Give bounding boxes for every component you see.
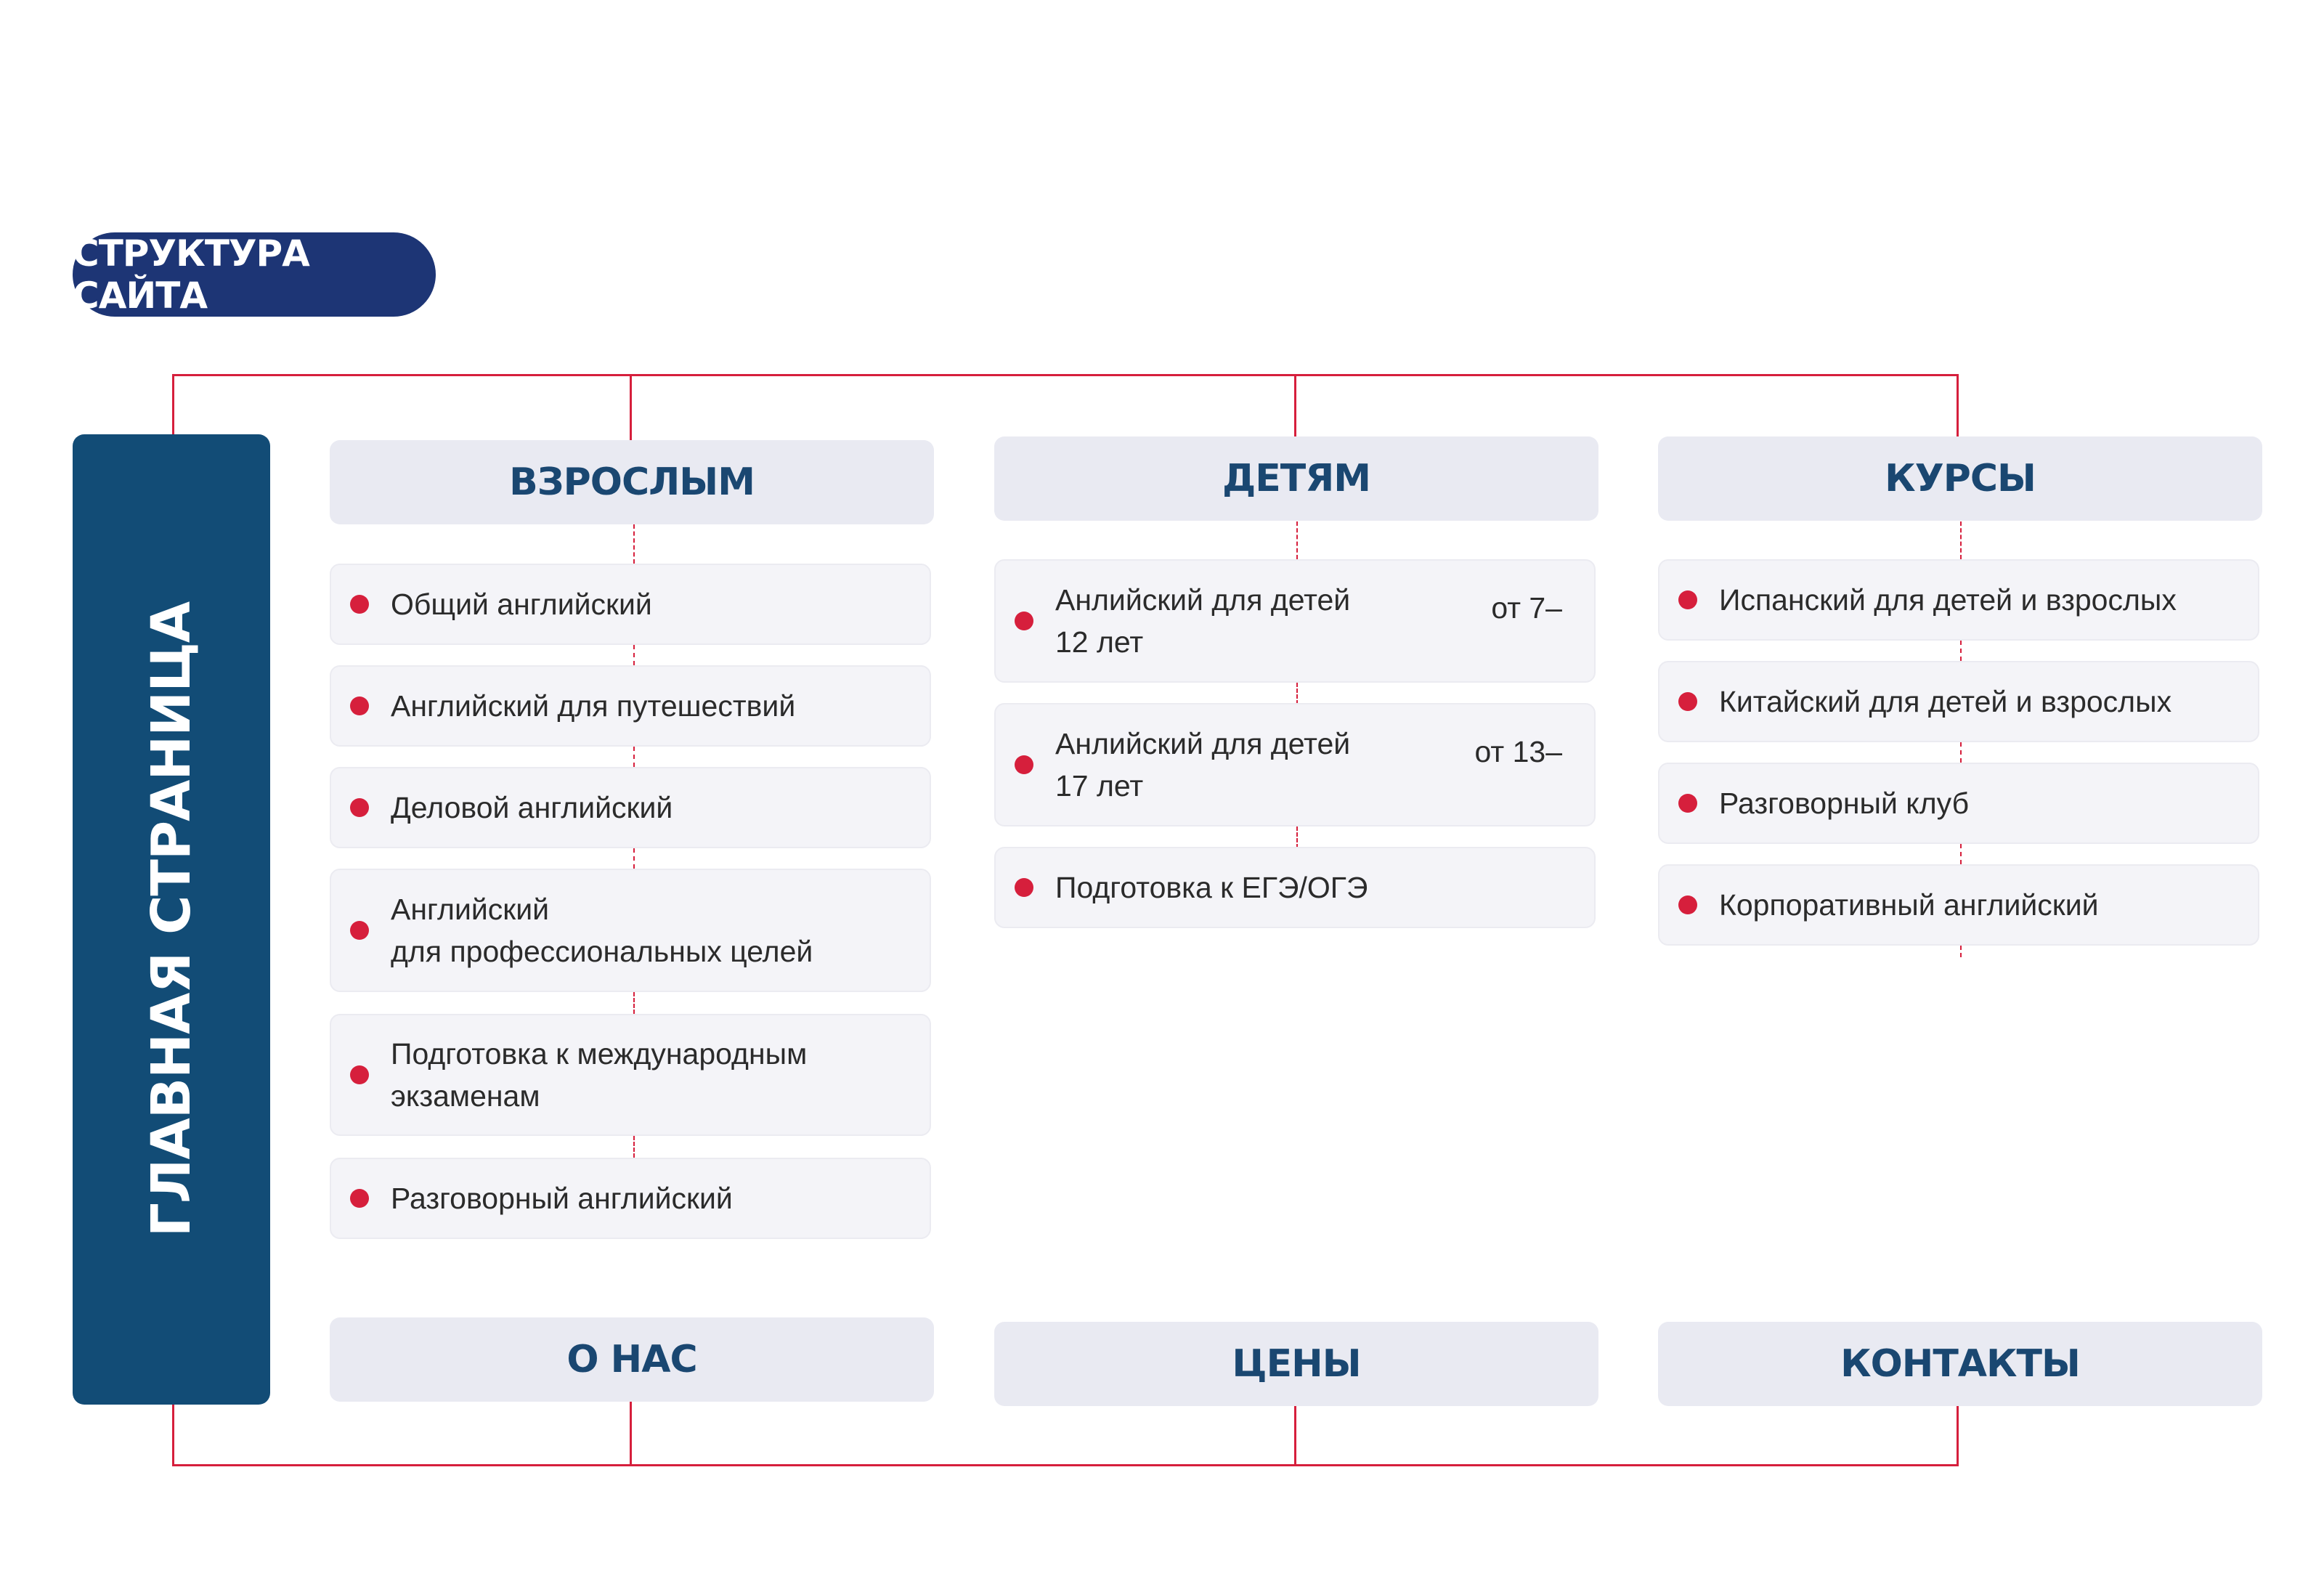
- section-header-adults: [330, 440, 934, 524]
- dashed-connector: [633, 992, 635, 1014]
- courses-item: [1658, 864, 2259, 946]
- adults-item: [330, 665, 931, 747]
- adults-item: [330, 1158, 931, 1239]
- site-structure-title-text: СТРУКТУРА САЙТА: [73, 232, 309, 317]
- kids-item-label: Анлийский для детей 12 лет: [1055, 583, 1351, 659]
- adults-item: [330, 1014, 931, 1136]
- adults-item-label: Деловой английский: [391, 791, 673, 824]
- kids-item: [994, 559, 1596, 683]
- kids-item: [994, 847, 1596, 928]
- bullet-icon: [350, 696, 369, 715]
- adults-item: [330, 869, 931, 992]
- bullet-icon: [350, 1065, 369, 1084]
- section-header-prices-label: ЦЕНЫ: [1232, 1342, 1361, 1386]
- courses-item: [1658, 763, 2259, 844]
- bottom-connector-about-rise: [630, 1400, 632, 1466]
- bottom-connector-prices-rise: [1294, 1405, 1296, 1466]
- courses-item: [1658, 559, 2259, 641]
- dashed-connector: [633, 645, 635, 665]
- dashed-connector: [1960, 742, 1962, 763]
- section-header-courses: [1658, 436, 2262, 521]
- section-header-about: [330, 1317, 934, 1402]
- section-header-courses-label: КУРСЫ: [1885, 457, 2036, 500]
- dashed-connector: [1296, 683, 1298, 704]
- courses-item-label: Корпоративный английский: [1719, 888, 2099, 922]
- section-header-contacts: [1658, 1322, 2262, 1406]
- courses-item: [1658, 661, 2259, 742]
- top-connector-courses-drop: [1957, 374, 1959, 438]
- dashed-connector: [1960, 641, 1962, 661]
- section-header-kids-label: ДЕТЯМ: [1222, 457, 1371, 500]
- bullet-icon: [350, 1189, 369, 1208]
- bullet-icon: [350, 798, 369, 817]
- adults-item-label: Английский для профессиональных целей: [391, 893, 813, 968]
- adults-item-label: Разговорный английский: [391, 1182, 733, 1215]
- main-page-label: ГЛАВНАЯ СТРАНИЦА: [140, 601, 203, 1238]
- bullet-icon: [1678, 794, 1697, 813]
- kids-item-age: от 7–: [1491, 591, 1562, 625]
- top-connector-kids-drop: [1294, 374, 1296, 438]
- adults-item: [330, 564, 931, 645]
- dashed-connector: [633, 1136, 635, 1158]
- adults-item-label: Английский для путешествий: [391, 689, 796, 723]
- top-connector-adults-drop: [630, 374, 632, 442]
- section-header-contacts-label: КОНТАКТЫ: [1840, 1342, 2080, 1386]
- kids-item-label: Анлийский для детей 17 лет: [1055, 727, 1351, 803]
- dashed-connector: [1960, 844, 1962, 864]
- top-connector: [172, 374, 1959, 376]
- kids-item-label: Подготовка к ЕГЭ/ОГЭ: [1055, 871, 1368, 904]
- section-header-adults-label: ВЗРОСЛЫМ: [509, 460, 755, 504]
- dashed-connector: [633, 848, 635, 869]
- bullet-icon: [1015, 612, 1033, 630]
- bottom-connector: [172, 1464, 1959, 1466]
- adults-item: [330, 767, 931, 848]
- courses-item-label: Китайский для детей и взрослых: [1719, 685, 2172, 718]
- dashed-connector: [1296, 521, 1298, 559]
- section-header-kids: [994, 436, 1598, 521]
- courses-item-label: Разговорный клуб: [1719, 787, 1970, 820]
- bullet-icon: [350, 595, 369, 614]
- adults-item-label: Общий английский: [391, 588, 652, 621]
- dashed-connector: [1960, 946, 1962, 957]
- adults-item-label: Подготовка к международным экзаменам: [391, 1037, 808, 1113]
- dashed-connector: [633, 524, 635, 564]
- top-connector-left-drop: [172, 374, 174, 434]
- bullet-icon: [1678, 895, 1697, 914]
- bullet-icon: [1015, 878, 1033, 897]
- section-header-prices: [994, 1322, 1598, 1406]
- site-structure-title: [73, 232, 436, 317]
- dashed-connector: [1960, 521, 1962, 559]
- courses-item-label: Испанский для детей и взрослых: [1719, 583, 2177, 617]
- dashed-connector: [1296, 826, 1298, 848]
- bottom-connector-left-rise: [172, 1405, 174, 1466]
- bullet-icon: [1678, 692, 1697, 711]
- kids-item-age: от 13–: [1474, 735, 1562, 768]
- dashed-connector: [633, 747, 635, 767]
- kids-item: [994, 703, 1596, 826]
- main-page-block: [73, 434, 270, 1405]
- bullet-icon: [1015, 755, 1033, 774]
- bottom-connector-contacts-rise: [1957, 1405, 1959, 1466]
- section-header-about-label: О НАС: [566, 1338, 697, 1381]
- bullet-icon: [1678, 590, 1697, 609]
- bullet-icon: [350, 921, 369, 940]
